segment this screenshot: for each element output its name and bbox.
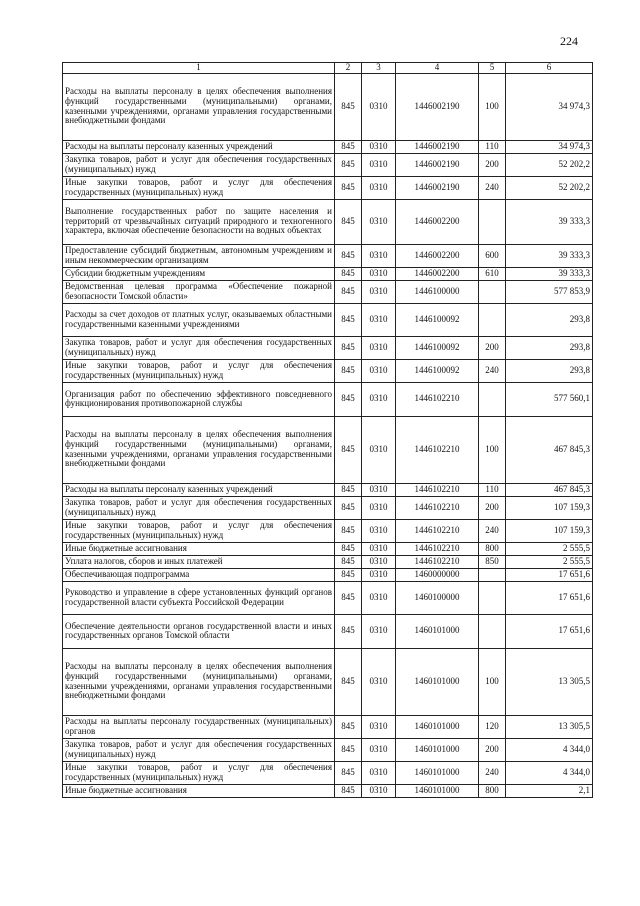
row-name-cell: Ведомственная целевая программа «Обеспечение пожарной безопасности Томской области» <box>63 280 335 303</box>
row-name-cell: Предоставление субсидий бюджетным, автономным учреждениям и иным некоммерческим организациям <box>63 244 335 267</box>
row-admin-code: 845 <box>335 267 362 280</box>
row-admin-code: 845 <box>335 581 362 614</box>
row-target-code: 1446002200 <box>396 267 479 280</box>
row-name-cell: Закупка товаров, работ и услуг для обеспечения государственных (муниципальных) нужд <box>63 738 335 761</box>
row-expense-type: 800 <box>479 784 506 797</box>
row-section-code: 0310 <box>362 483 396 496</box>
column-header: 6 <box>506 63 593 74</box>
table-row <box>63 648 593 715</box>
row-name-cell: Расходы на выплаты персоналу в целях обеспечения выполнения функций государственными (муниципальными) органами, казенными учреждениями, органами управления государственными внебюджетными фондами <box>63 648 335 715</box>
row-admin-code: 845 <box>335 555 362 568</box>
column-header: 1 <box>63 63 335 74</box>
row-admin-code: 845 <box>335 336 362 359</box>
row-amount: 467 845,3 <box>506 483 593 496</box>
row-amount: 467 845,3 <box>506 416 593 483</box>
row-expense-type <box>479 280 506 303</box>
row-expense-type <box>479 382 506 416</box>
row-name-cell: Расходы на выплаты персоналу в целях обеспечения выполнения функций государственными (муниципальными) органами, казенными учреждениями, органами управления государственными внебюджетными фондами <box>63 416 335 483</box>
table-row <box>63 542 593 555</box>
row-name-cell: Иные закупки товаров, работ и услуг для обеспечения государственных (муниципальных) нужд <box>63 519 335 542</box>
row-name-cell: Иные бюджетные ассигнования <box>63 784 335 797</box>
row-amount: 13 305,5 <box>506 715 593 738</box>
row-target-code: 1446102210 <box>396 542 479 555</box>
row-amount: 2 555,5 <box>506 542 593 555</box>
row-name-cell: Иные закупки товаров, работ и услуг для обеспечения государственных (муниципальных) нужд <box>63 359 335 382</box>
row-target-code: 1446102210 <box>396 555 479 568</box>
row-expense-type <box>479 568 506 581</box>
table-row <box>63 784 593 797</box>
table-row <box>63 267 593 280</box>
row-amount: 39 333,3 <box>506 267 593 280</box>
row-admin-code: 845 <box>335 176 362 199</box>
row-section-code: 0310 <box>362 73 396 140</box>
row-admin-code: 845 <box>335 614 362 648</box>
table-header-row <box>63 63 593 74</box>
row-section-code: 0310 <box>362 568 396 581</box>
row-admin-code: 845 <box>335 199 362 244</box>
row-admin-code: 845 <box>335 359 362 382</box>
row-section-code: 0310 <box>362 267 396 280</box>
row-amount: 34 974,3 <box>506 140 593 153</box>
table-row <box>63 176 593 199</box>
table-row <box>63 199 593 244</box>
row-section-code: 0310 <box>362 244 396 267</box>
row-amount: 107 159,3 <box>506 519 593 542</box>
row-amount: 17 651,6 <box>506 568 593 581</box>
row-amount: 293,8 <box>506 303 593 336</box>
table-row <box>63 581 593 614</box>
row-target-code: 1446002200 <box>396 199 479 244</box>
row-expense-type: 110 <box>479 140 506 153</box>
row-amount: 52 202,2 <box>506 153 593 176</box>
row-name-cell: Закупка товаров, работ и услуг для обеспечения государственных (муниципальных) нужд <box>63 496 335 519</box>
row-name-cell: Расходы за счет доходов от платных услуг, оказываемых областными государственными казенными учреждениями <box>63 303 335 336</box>
row-expense-type <box>479 199 506 244</box>
row-expense-type: 200 <box>479 336 506 359</box>
row-target-code: 1446002190 <box>396 176 479 199</box>
table-row <box>63 496 593 519</box>
row-amount: 52 202,2 <box>506 176 593 199</box>
row-target-code: 1460101000 <box>396 738 479 761</box>
table-row <box>63 614 593 648</box>
row-section-code: 0310 <box>362 519 396 542</box>
row-target-code: 1460101000 <box>396 614 479 648</box>
table-row <box>63 738 593 761</box>
row-expense-type: 240 <box>479 176 506 199</box>
row-name-cell: Организация работ по обеспечению эффективного повседневного функционирования противопожарной службы <box>63 382 335 416</box>
row-amount: 577 560,1 <box>506 382 593 416</box>
row-amount: 34 974,3 <box>506 73 593 140</box>
row-admin-code: 845 <box>335 519 362 542</box>
row-target-code: 1446102210 <box>396 382 479 416</box>
table-row <box>63 303 593 336</box>
table-row <box>63 73 593 140</box>
row-target-code: 1460000000 <box>396 568 479 581</box>
row-section-code: 0310 <box>362 359 396 382</box>
row-target-code: 1446102210 <box>396 496 479 519</box>
row-section-code: 0310 <box>362 614 396 648</box>
row-admin-code: 845 <box>335 280 362 303</box>
row-section-code: 0310 <box>362 153 396 176</box>
row-target-code: 1460101000 <box>396 784 479 797</box>
table-row <box>63 483 593 496</box>
row-name-cell: Расходы на выплаты персоналу казенных учреждений <box>63 483 335 496</box>
table-row <box>63 382 593 416</box>
row-target-code: 1446002190 <box>396 153 479 176</box>
row-target-code: 1460101000 <box>396 761 479 784</box>
row-name-cell: Расходы на выплаты персоналу государственных (муниципальных) органов <box>63 715 335 738</box>
row-expense-type: 800 <box>479 542 506 555</box>
row-expense-type: 610 <box>479 267 506 280</box>
row-target-code: 1446102210 <box>396 519 479 542</box>
row-target-code: 1446100092 <box>396 336 479 359</box>
row-target-code: 1446102210 <box>396 483 479 496</box>
row-name-cell: Расходы на выплаты персоналу казенных учреждений <box>63 140 335 153</box>
table-row <box>63 519 593 542</box>
row-admin-code: 845 <box>335 382 362 416</box>
row-expense-type <box>479 581 506 614</box>
row-name-cell: Закупка товаров, работ и услуг для обеспечения государственных (муниципальных) нужд <box>63 336 335 359</box>
row-section-code: 0310 <box>362 784 396 797</box>
row-expense-type: 100 <box>479 648 506 715</box>
row-section-code: 0310 <box>362 280 396 303</box>
row-expense-type: 110 <box>479 483 506 496</box>
row-name-cell: Иные закупки товаров, работ и услуг для обеспечения государственных (муниципальных) нужд <box>63 761 335 784</box>
row-admin-code: 845 <box>335 73 362 140</box>
row-amount: 13 305,5 <box>506 648 593 715</box>
row-expense-type: 120 <box>479 715 506 738</box>
table-row <box>63 555 593 568</box>
table-row <box>63 416 593 483</box>
row-section-code: 0310 <box>362 303 396 336</box>
row-name-cell: Расходы на выплаты персоналу в целях обеспечения выполнения функций государственными (муниципальными) органами, казенными учреждениями, органами управления государственными внебюджетными фондами <box>63 73 335 140</box>
row-amount: 17 651,6 <box>506 614 593 648</box>
table-row <box>63 359 593 382</box>
row-section-code: 0310 <box>362 336 396 359</box>
row-admin-code: 845 <box>335 140 362 153</box>
row-admin-code: 845 <box>335 568 362 581</box>
row-expense-type: 240 <box>479 519 506 542</box>
row-section-code: 0310 <box>362 176 396 199</box>
row-admin-code: 845 <box>335 784 362 797</box>
row-amount: 293,8 <box>506 336 593 359</box>
row-expense-type: 240 <box>479 761 506 784</box>
row-admin-code: 845 <box>335 648 362 715</box>
row-name-cell: Уплата налогов, сборов и иных платежей <box>63 555 335 568</box>
row-expense-type: 850 <box>479 555 506 568</box>
row-amount: 4 344,0 <box>506 761 593 784</box>
row-amount: 2,1 <box>506 784 593 797</box>
row-target-code: 1446002190 <box>396 140 479 153</box>
row-section-code: 0310 <box>362 581 396 614</box>
row-target-code: 1446002200 <box>396 244 479 267</box>
row-admin-code: 845 <box>335 715 362 738</box>
row-admin-code: 845 <box>335 153 362 176</box>
row-admin-code: 845 <box>335 738 362 761</box>
row-target-code: 1446100092 <box>396 303 479 336</box>
row-admin-code: 845 <box>335 483 362 496</box>
row-expense-type: 200 <box>479 496 506 519</box>
row-name-cell: Руководство и управление в сфере установленных функций органов государственной власти субъекта Российской Федерации <box>63 581 335 614</box>
row-name-cell: Субсидии бюджетным учреждениям <box>63 267 335 280</box>
row-amount: 4 344,0 <box>506 738 593 761</box>
row-amount: 39 333,3 <box>506 199 593 244</box>
row-name-cell: Обеспечение деятельности органов государственной власти и иных государственных органов Томской области <box>63 614 335 648</box>
row-admin-code: 845 <box>335 496 362 519</box>
row-section-code: 0310 <box>362 496 396 519</box>
budget-table <box>62 62 593 798</box>
row-name-cell: Закупка товаров, работ и услуг для обеспечения государственных (муниципальных) нужд <box>63 153 335 176</box>
row-target-code: 1446102210 <box>396 416 479 483</box>
row-amount: 17 651,6 <box>506 581 593 614</box>
row-target-code: 1446002190 <box>396 73 479 140</box>
row-target-code: 1460101000 <box>396 715 479 738</box>
table-row <box>63 280 593 303</box>
table-row <box>63 715 593 738</box>
column-header: 5 <box>479 63 506 74</box>
table-row <box>63 761 593 784</box>
row-amount: 2 555,5 <box>506 555 593 568</box>
row-name-cell: Выполнение государственных работ по защите населения и территорий от чрезвычайных ситуаций природного и техногенного характера, включая обеспечение безопасности на водных объектах <box>63 199 335 244</box>
row-amount: 107 159,3 <box>506 496 593 519</box>
row-amount: 577 853,9 <box>506 280 593 303</box>
row-section-code: 0310 <box>362 715 396 738</box>
row-amount: 39 333,3 <box>506 244 593 267</box>
row-expense-type: 200 <box>479 738 506 761</box>
row-expense-type: 600 <box>479 244 506 267</box>
table-row <box>63 153 593 176</box>
row-amount: 293,8 <box>506 359 593 382</box>
row-expense-type <box>479 614 506 648</box>
row-section-code: 0310 <box>362 761 396 784</box>
row-section-code: 0310 <box>362 555 396 568</box>
row-name-cell: Обеспечивающая подпрограмма <box>63 568 335 581</box>
row-expense-type: 100 <box>479 73 506 140</box>
row-section-code: 0310 <box>362 199 396 244</box>
table-row <box>63 140 593 153</box>
row-section-code: 0310 <box>362 382 396 416</box>
row-admin-code: 845 <box>335 303 362 336</box>
row-target-code: 1460101000 <box>396 648 479 715</box>
row-section-code: 0310 <box>362 648 396 715</box>
row-admin-code: 845 <box>335 416 362 483</box>
row-expense-type <box>479 303 506 336</box>
table-row <box>63 568 593 581</box>
row-admin-code: 845 <box>335 244 362 267</box>
table-row <box>63 336 593 359</box>
table-row <box>63 244 593 267</box>
row-name-cell: Иные бюджетные ассигнования <box>63 542 335 555</box>
row-expense-type: 200 <box>479 153 506 176</box>
row-section-code: 0310 <box>362 738 396 761</box>
column-header: 2 <box>335 63 362 74</box>
row-name-cell: Иные закупки товаров, работ и услуг для обеспечения государственных (муниципальных) нужд <box>63 176 335 199</box>
row-section-code: 0310 <box>362 140 396 153</box>
column-header: 3 <box>362 63 396 74</box>
row-section-code: 0310 <box>362 416 396 483</box>
row-section-code: 0310 <box>362 542 396 555</box>
row-expense-type: 100 <box>479 416 506 483</box>
row-target-code: 1446100092 <box>396 359 479 382</box>
row-expense-type: 240 <box>479 359 506 382</box>
row-admin-code: 845 <box>335 542 362 555</box>
row-target-code: 1460100000 <box>396 581 479 614</box>
page-number: 224 <box>560 34 578 48</box>
column-header: 4 <box>396 63 479 74</box>
row-admin-code: 845 <box>335 761 362 784</box>
row-target-code: 1446100000 <box>396 280 479 303</box>
